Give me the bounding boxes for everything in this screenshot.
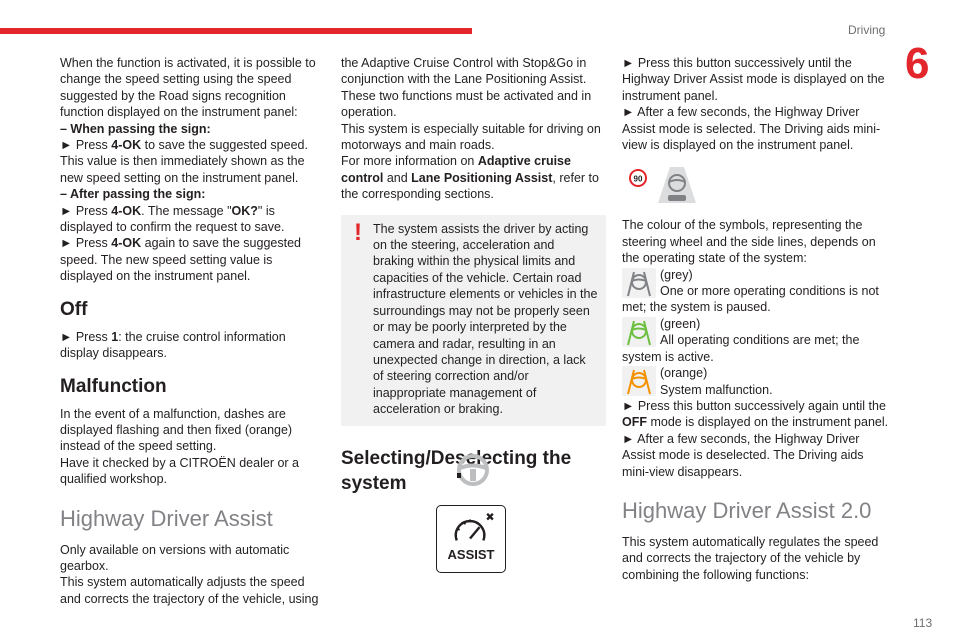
speedometer-icon [437, 510, 505, 548]
state-orange-desc: System malfunction. [660, 382, 773, 397]
sub-label: – After passing the sign: [60, 187, 206, 202]
assist-label: ASSIST [447, 547, 495, 562]
highway-driver-assist-icon [628, 163, 698, 205]
paragraph: Have it checked by a CITROËN dealer or a qualified workshop. [60, 455, 299, 487]
paragraph: the Adaptive Cruise Control with Stop&Go in conjunction with the Lane Positioning Assist. These two functions must be activated and in operation. [341, 56, 592, 120]
paragraph: This system automatically adjusts the speed and corrects the trajectory of the vehicle, using [60, 575, 319, 606]
instruction: ► Press this button successively again until the OFF mode is displayed on the instrument panel. [622, 398, 889, 430]
heading-highway-driver-assist-2: Highway Driver Assist 2.0 [622, 497, 872, 523]
state-grey-label: (grey) [660, 267, 693, 282]
column-1 [60, 55, 328, 607]
heading-highway-driver-assist: Highway Driver Assist [60, 505, 273, 531]
instruction: ► Press 4-OK. The message "OK?" is displayed to confirm the request to save. [60, 203, 285, 235]
heading-selecting-deselecting: Selecting/Deselecting the system [341, 447, 572, 494]
paragraph: This system automatically regulates the speed and corrects the trajectory of the vehicle by combining the following functions: [622, 534, 879, 582]
steering-green-icon [622, 317, 656, 347]
paragraph: In the event of a malfunction, dashes are displayed flashing and then fixed (orange) instead of the speed setting. [60, 406, 293, 454]
paragraph: This system is especially suitable for driving on motorways and main roads. [341, 121, 601, 153]
instruction: ► Press 1: the cruise control information display disappears. [60, 329, 286, 361]
speed-badge: 90 [633, 174, 643, 184]
warning-box [341, 215, 606, 426]
state-orange-label: (orange) [660, 366, 708, 381]
warning-icon: ! [354, 218, 362, 246]
warning-text: The system assists the driver by acting on the steering, acceleration and braking within the physical limits and capacities of the vehicle. Certain road infrastructure elements or vehicles in the surroundings may not be properly seen or may be poorly interpreted by the camera and radar, resulting in an unexpected change in direction, a lack of steering correction and/or inappropriate management of acceleration or braking. [373, 221, 598, 417]
instruction: ► Press 4-OK to save the suggested speed. This value is then immediately shown as the new speed setting on the instrument panel. [60, 138, 308, 185]
state-grey-desc: One or more operating conditions is not met; the system is paused. [622, 284, 879, 315]
instruction: ► Press 4-OK again to save the suggested speed. The new speed setting value is displayed on the instrument panel. [60, 236, 301, 284]
assist-button[interactable] [436, 505, 506, 573]
steering-wheel-icon [455, 452, 491, 488]
sub-label: – When passing the sign: [60, 121, 211, 136]
heading-malfunction: Malfunction [60, 375, 167, 397]
chapter-progress-bar [0, 28, 472, 34]
heading-off: Off [60, 298, 88, 320]
chapter-number: 6 [905, 39, 930, 88]
column-3 [622, 55, 890, 583]
column-2 [341, 55, 606, 504]
paragraph: For more information on Adaptive cruise control and Lane Positioning Assist, refer to the corresponding sections. [341, 154, 599, 202]
paragraph: The colour of the symbols, representing the steering wheel and the side lines, depends on the operating state of the system: [622, 218, 876, 266]
state-grey [622, 267, 890, 316]
instruction: ► After a few seconds, the Highway Driver Assist mode is selected. The Driving aids mini-view is displayed on the instrument panel. [622, 105, 881, 153]
state-green-desc: All operating conditions are met; the system is active. [622, 333, 860, 364]
paragraph: When the function is activated, it is possible to change the speed setting using the speed suggested by the Road signs recognition function displayed on the instrument panel: [60, 56, 316, 120]
state-orange [622, 365, 890, 398]
state-green-label: (green) [660, 316, 701, 331]
instruction: ► Press this button successively until the Highway Driver Assist mode is displayed on the instrument panel. [622, 56, 885, 103]
state-green [622, 316, 890, 365]
page-number: 113 [913, 616, 933, 630]
section-title: Driving [848, 23, 886, 37]
paragraph: Only available on versions with automatic gearbox. [60, 542, 290, 573]
instruction: ► After a few seconds, the Highway Driver Assist mode is deselected. The Driving aids mini-view disappears. [622, 431, 864, 479]
steering-grey-icon [622, 268, 656, 298]
steering-orange-icon [622, 366, 656, 396]
